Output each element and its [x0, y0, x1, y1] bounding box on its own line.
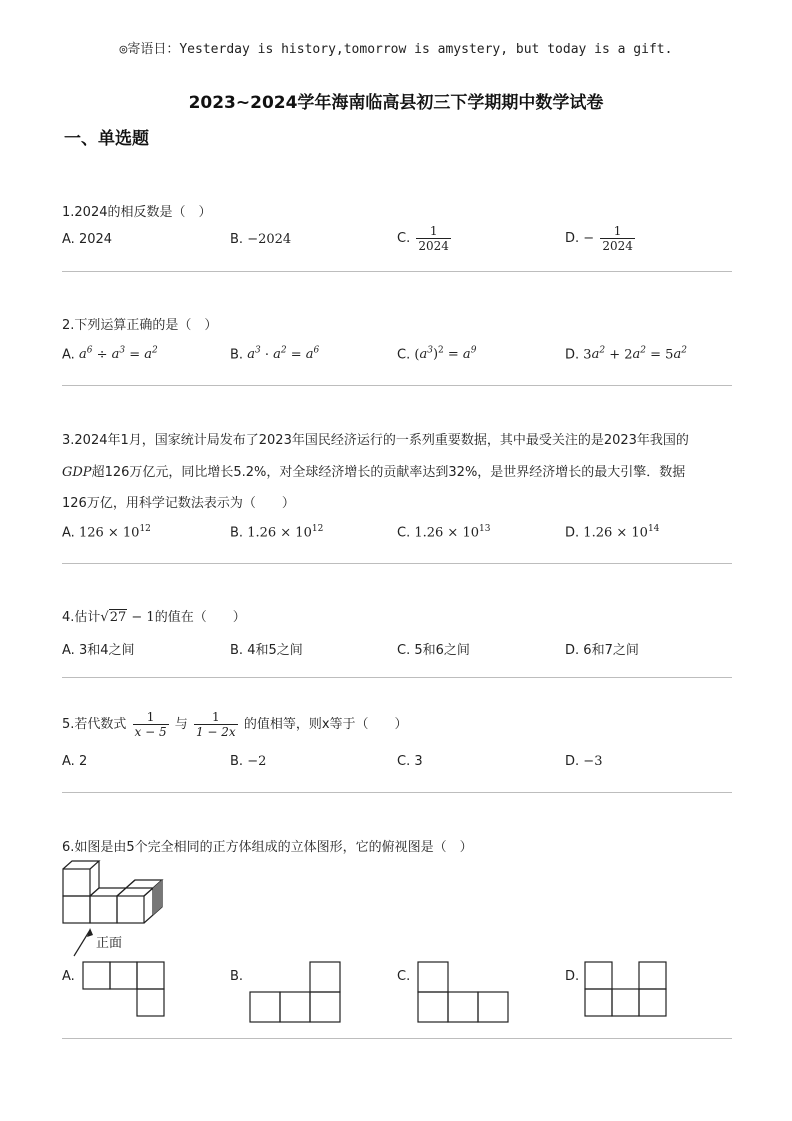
- divider: [62, 677, 732, 678]
- section-heading: 一、单选题: [64, 129, 149, 149]
- q3-option-d[interactable]: D. $1.26 \times 10^{14}$: [565, 524, 660, 541]
- divider: [62, 1038, 732, 1039]
- q6-option-b-figure[interactable]: [249, 961, 344, 1023]
- q1-option-b[interactable]: B. −2024: [230, 232, 292, 247]
- q5-option-b[interactable]: B. −2: [230, 754, 267, 769]
- front-view-label: 正面: [96, 936, 123, 951]
- q5-option-c[interactable]: C. 3: [397, 754, 423, 769]
- q2-option-c[interactable]: C. $(a^3)^2 = a^9$: [397, 346, 477, 363]
- question-4-stem: 4.估计√27 − 1的值在（ ）: [62, 610, 246, 625]
- divider: [62, 385, 732, 386]
- question-2-stem: 2.下列运算正确的是（ ）: [62, 318, 218, 333]
- q1-option-d[interactable]: D. − $\frac{1}{2024}$: [565, 224, 633, 253]
- motto-line: ◎寄语日：Yesterday is history,tomorrow is amystery, but today is a gift.: [119, 42, 673, 57]
- question-5-stem: 5.若代数式 $\frac{1}{x - 5}$ 与 $\frac{1}{1 - 2x}$ 的值相等，则x等于（ ）: [62, 710, 408, 739]
- q6-option-a-figure[interactable]: [82, 961, 167, 1018]
- q5-option-d[interactable]: D. −3: [565, 754, 603, 769]
- question-3-line-2: GDP超126万亿元，同比增长5.2%，对全球经济增长的贡献率达到32%，是世界经济增长的最大引擎．数据: [62, 465, 686, 480]
- q1-option-c[interactable]: C. $\frac{1}{2024}$: [397, 224, 449, 253]
- q6-option-d-label[interactable]: D.: [565, 969, 580, 984]
- q3-option-b[interactable]: B. $1.26 \times 10^{12}$: [230, 524, 324, 541]
- q1-option-a[interactable]: A. 2024: [62, 232, 113, 247]
- q5-option-a[interactable]: A. 2: [62, 754, 88, 769]
- q2-option-a[interactable]: A. $a^6 \div a^3 = a^2$: [62, 346, 158, 363]
- divider: [62, 563, 732, 564]
- q4-option-b[interactable]: B. 4和5之间: [230, 643, 303, 658]
- question-3-line-1: 3.2024年1月，国家统计局发布了2023年国民经济运行的一系列重要数据，其中最受关注的是2023年我国的: [62, 433, 689, 448]
- q4-option-a[interactable]: A. 3和4之间: [62, 643, 135, 658]
- q6-option-d-figure[interactable]: [584, 961, 669, 1018]
- question-6-stem: 6.如图是由5个完全相同的正方体组成的立体图形，它的俯视图是（ ）: [62, 840, 473, 855]
- question-1-stem: 1.2024的相反数是（ ）: [62, 205, 212, 220]
- page-title: 2023~2024学年海南临高县初三下学期期中数学试卷: [188, 93, 604, 113]
- q6-option-a-label[interactable]: A.: [62, 969, 75, 984]
- question-3-line-3: 126万亿，用科学记数法表示为（ ）: [62, 496, 295, 511]
- q4-option-d[interactable]: D. 6和7之间: [565, 643, 639, 658]
- q6-option-c-label[interactable]: C.: [397, 969, 411, 984]
- q2-option-d[interactable]: D. $3a^2 + 2a^2 = 5a^2$: [565, 346, 687, 363]
- q6-option-c-figure[interactable]: [417, 961, 512, 1023]
- q2-option-b[interactable]: B. $a^3 \cdot a^2 = a^6$: [230, 346, 320, 363]
- divider: [62, 792, 732, 793]
- q6-option-b-label[interactable]: B.: [230, 969, 244, 984]
- q4-option-c[interactable]: C. 5和6之间: [397, 643, 470, 658]
- q3-option-a[interactable]: A. $126 \times 10^{12}$: [62, 524, 151, 541]
- q3-option-c[interactable]: C. $1.26 \times 10^{13}$: [397, 524, 491, 541]
- divider: [62, 271, 732, 272]
